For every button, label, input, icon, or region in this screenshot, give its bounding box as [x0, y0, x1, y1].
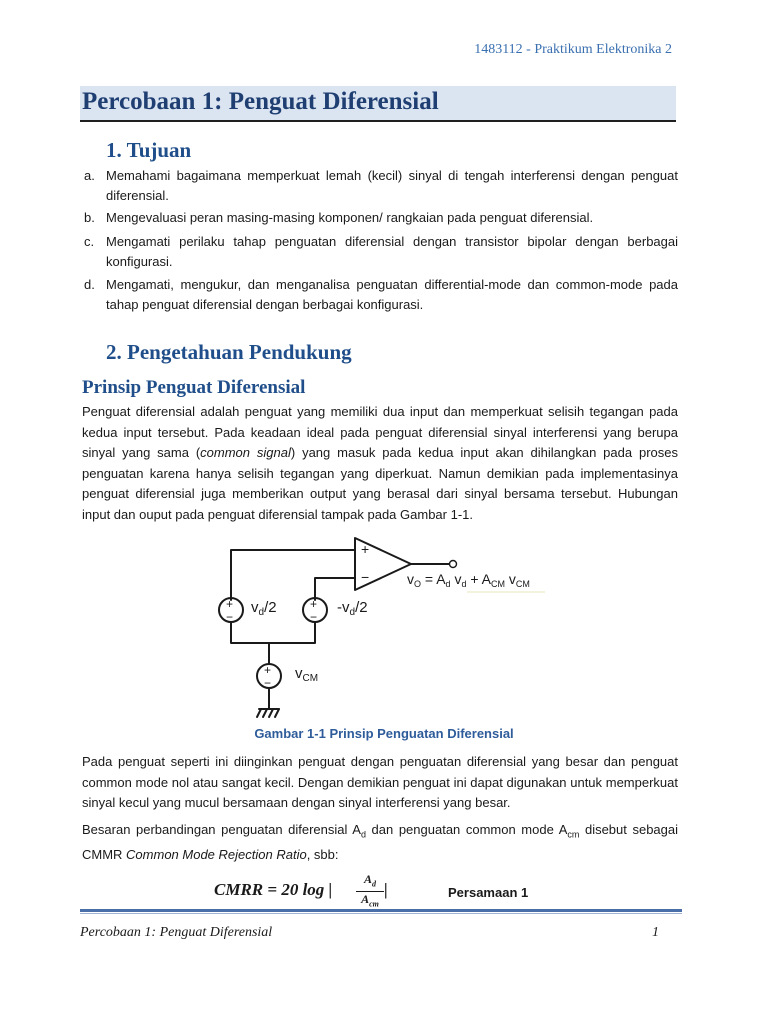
subsection-heading: Prinsip Penguat Diferensial	[82, 377, 306, 398]
paragraph-intro	[82, 402, 678, 525]
label-vcm: $v_{CM}$	[295, 665, 319, 684]
paragraph-text: disebut sebagai CMMR	[82, 822, 679, 863]
paragraph-emphasis: common signal	[200, 445, 291, 460]
equation-label: Persamaan 1	[448, 885, 529, 900]
page-title: Percobaan 1: Penguat Diferensial	[82, 88, 439, 115]
footer-rule	[80, 909, 682, 912]
list-marker: d.	[84, 277, 95, 292]
label-output-equation: $v_O = A_d$ $v_d + A_{CM}$ $v_{CM}$	[407, 571, 530, 589]
footer-rule-thin	[80, 913, 682, 914]
page-number: 1	[652, 925, 659, 940]
source-minus-sign: −	[310, 610, 318, 624]
footer-title: Percobaan 1: Penguat Diferensial	[80, 925, 273, 940]
source-plus-sign: +	[310, 597, 318, 611]
fraction-denominator: $A_{cm}$	[361, 892, 379, 909]
section-heading-tujuan: 1. Tujuan	[106, 138, 192, 162]
paragraph-text: ) yang masuk pada kedua input akan dihilangkan pada proses penguatan karena hanya selisih tegangan yang diperkuat. Namun demikian pada implementasinya penguat diferensial juga memberikan output yang berasal dari sinyal bersama tersebut. Hubungan input dan ouput pada penguat diferensial tampak pada Gambar 1-1.	[82, 445, 678, 522]
figure-caption: Gambar 1-1 Prinsip Penguatan Diferensial	[254, 726, 514, 741]
list-marker: b.	[84, 210, 95, 225]
paragraph-text: Besaran perbandingan penguatan diferensial A	[82, 822, 361, 837]
list-item	[84, 166, 678, 206]
subscript: cm	[567, 829, 580, 840]
label-vd-half: $v_d/2$	[251, 599, 277, 618]
source-plus-sign: +	[264, 663, 272, 677]
cmrr-fraction	[356, 872, 384, 912]
list-marker: a.	[84, 168, 95, 183]
source-minus-sign: −	[226, 610, 234, 624]
paragraph-cmrr-intro: Pada penguat seperti ini diinginkan penguat dengan penguatan diferensial yang besar dan penguat common mode nol atau sangat kecil. Dengan demikian penguat ini dapat digunakan untuk memperkuat sinyal kecul yang mucul bersamaan dengan sinyal interferensi yang besar.	[82, 754, 678, 810]
list-text: Mengevaluasi peran masing-masing komponen/ rangkaian pada penguat diferensial.	[106, 210, 594, 225]
output-terminal	[450, 561, 457, 568]
list-text: Mengamati perilaku tahap penguatan diferensial dengan transistor bipolar dengan berbagai konfigurasi.	[106, 234, 678, 269]
fraction-numerator: $A_d$	[356, 872, 384, 892]
cmrr-equation-rhs: |	[384, 880, 388, 899]
circuit-diagram	[205, 532, 565, 722]
source-plus-sign: +	[226, 597, 234, 611]
source-minus-sign: −	[264, 676, 272, 690]
opamp-plus-sign: +	[361, 541, 370, 557]
paragraph-text: Penguat diferensial adalah penguat yang memiliki dua input dan memperkuat selisih tegangan pada kedua input tersebut. Pada keadaan ideal pada penguat diferensial sinyal interferensi yang berupa sinyal yang sama (	[82, 404, 678, 460]
list-item	[84, 275, 678, 315]
list-marker: c.	[84, 234, 95, 249]
bottom-rail-wire	[231, 622, 315, 643]
cmrr-equation-lhs: CMRR = 20 log |	[214, 880, 333, 899]
paragraph-text: dan penguatan common mode A	[365, 822, 568, 837]
minus-input-wire	[315, 578, 355, 600]
paragraph-emphasis: Common Mode Rejection Ratio	[126, 847, 307, 863]
running-header: 1483112 - Praktikum Elektronika 2	[474, 42, 672, 57]
paragraph-text: , sbb:	[306, 847, 339, 863]
label-neg-vd-half: $-v_d/2$	[337, 599, 368, 618]
section-heading-pengetahuan: 2. Pengetahuan Pendukung	[106, 340, 352, 364]
subscript: d	[360, 829, 366, 840]
list-item	[84, 232, 678, 272]
plus-input-wire	[231, 550, 355, 600]
title-box	[80, 86, 676, 122]
list-item	[84, 208, 678, 228]
opamp-minus-sign: −	[361, 569, 370, 585]
list-text: Memahami bagaimana memperkuat lemah (kecil) sinyal di tengah interferensi dengan penguat diferensial.	[106, 168, 678, 203]
paragraph-cmrr-def	[82, 820, 678, 866]
list-text: Mengamati, mengukur, dan menganalisa penguatan differential-mode dan common-mode pada tahap penguat diferensial dengan berbagai konfigurasi.	[106, 277, 678, 312]
